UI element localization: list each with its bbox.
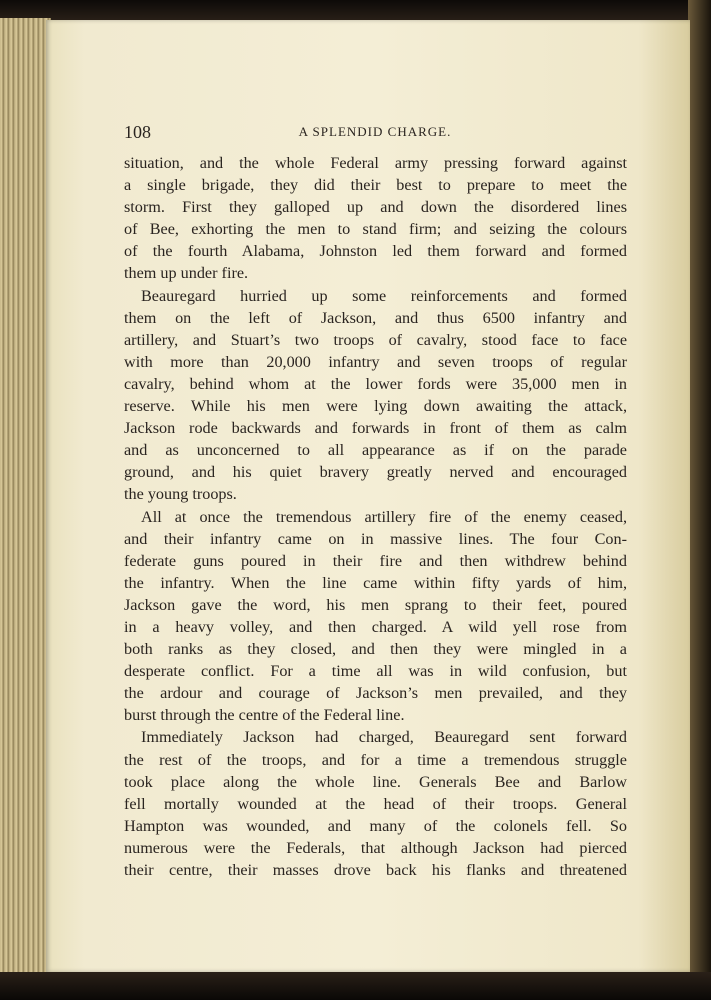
text-line: and their infantry came on in massive lines. The four Con- <box>124 529 627 548</box>
text-line: both ranks as they closed, and then they were mingled in a <box>124 640 627 659</box>
text-line: Immediately Jackson had charged, Beauregard sent forward <box>141 728 627 747</box>
stacked-page-edges <box>0 18 51 976</box>
page-number: 108 <box>124 122 151 142</box>
text-line: Beauregard hurried up some reinforcements and formed <box>141 286 627 305</box>
text-line: their centre, their masses drove back his flanks and threatened <box>124 861 627 879</box>
body-text <box>124 152 627 881</box>
text-line: ground, and his quiet bravery greatly nerved and encouraged <box>124 463 627 482</box>
text-line: the infantry. When the line came within fifty yards of him, <box>124 573 627 592</box>
text-line: the rest of the troops, and for a time a tremendous struggle <box>124 750 627 769</box>
text-line: a single brigade, they did their best to prepare to meet the <box>124 176 627 195</box>
text-line: Jackson gave the word, his men sprang to their feet, poured <box>124 595 627 614</box>
paragraph <box>124 152 627 285</box>
top-binding-shadow <box>0 0 711 22</box>
running-title: A SPLENDID CHARGE. <box>298 124 452 139</box>
text-line: cavalry, behind whom at the lower fords were 35,000 men in <box>124 374 627 393</box>
text-line: federate guns poured in their fire and then withdrew behind <box>124 551 627 570</box>
text-line: All at once the tremendous artillery fire of the enemy ceased, <box>141 507 627 526</box>
text-line: the ardour and courage of Jackson’s men prevailed, and they <box>124 684 627 703</box>
page-header <box>124 122 626 144</box>
text-line: in a heavy volley, and then charged. A wild yell rose from <box>124 617 627 636</box>
text-line: of Bee, exhorting the men to stand firm; and seizing the colours <box>124 220 627 239</box>
text-line: situation, and the whole Federal army pressing forward against <box>124 154 627 172</box>
text-line: fell mortally wounded at the head of their troops. General <box>124 794 627 813</box>
text-line: the young troops. <box>124 485 237 504</box>
text-line: storm. First they galloped up and down the disordered lines <box>124 198 627 217</box>
text-line: and as unconcerned to all appearance as if on the parade <box>124 441 627 460</box>
paragraph <box>124 726 627 881</box>
text-line: Jackson rode backwards and forwards in front of them as calm <box>124 419 627 438</box>
text-line: Hampton was wounded, and many of the colonels fell. So <box>124 816 627 835</box>
text-line: desperate conflict. For a time all was in wild confusion, but <box>124 662 627 681</box>
text-line: artillery, and Stuart’s two troops of cavalry, stood face to face <box>124 330 627 349</box>
text-line: them up under fire. <box>124 264 249 283</box>
text-line: with more than 20,000 infantry and seven troops of regular <box>124 352 627 371</box>
text-line: them on the left of Jackson, and thus 6500 infantry and <box>124 308 627 327</box>
paragraph <box>124 506 627 727</box>
text-line: of the fourth Alabama, Johnston led them forward and formed <box>124 242 627 261</box>
bottom-binding-shadow <box>0 972 711 1000</box>
paragraph <box>124 285 627 506</box>
text-line: took place along the whole line. Generals Bee and Barlow <box>124 772 627 791</box>
right-binding-edge <box>688 0 711 1000</box>
text-line: reserve. While his men were lying down awaiting the attack, <box>124 397 627 416</box>
text-line: burst through the centre of the Federal line. <box>124 706 405 725</box>
text-line: numerous were the Federals, that although Jackson had pierced <box>124 838 627 857</box>
